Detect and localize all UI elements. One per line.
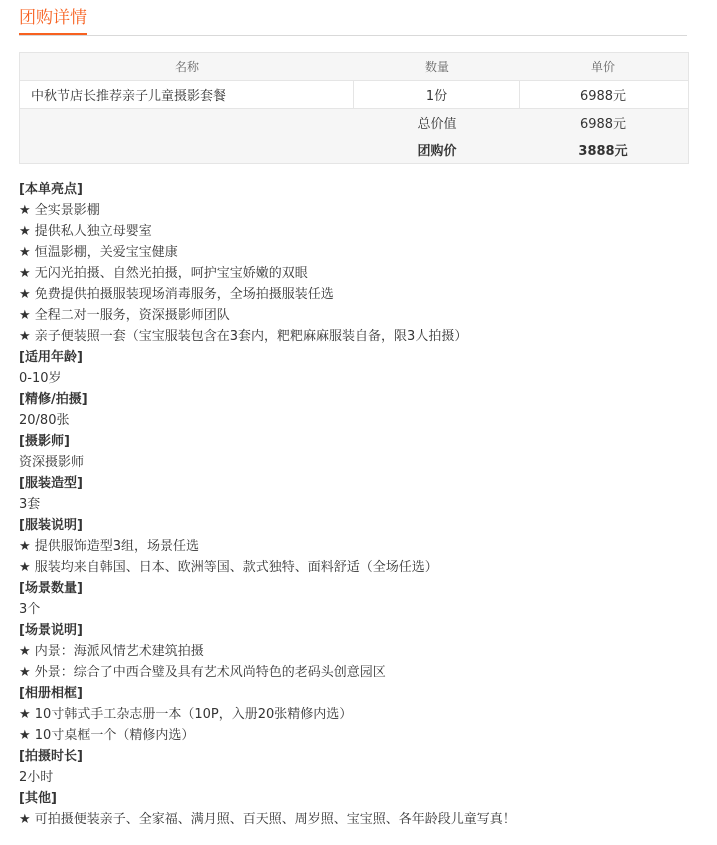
section-title: [服装造型]: [19, 476, 83, 491]
list-item: ★ 内景：海派风情艺术建筑拍摄: [19, 644, 204, 659]
group-price-value: 3888元: [578, 144, 628, 159]
list-item: ★ 免费提供拍摄服装现场消毒服务，全场拍摄服装任选: [19, 287, 334, 302]
list-item: ★ 10寸桌框一个（精修内选）: [19, 728, 195, 743]
section-title: [摄影师]: [19, 434, 70, 449]
list-item: ★ 提供私人独立母婴室: [19, 224, 152, 239]
section-title: [场景说明]: [19, 623, 83, 638]
group-price-row: [20, 136, 688, 163]
list-item: ★ 全程二对一服务，资深摄影师团队: [19, 308, 230, 323]
section-title: [精修/拍摄]: [19, 392, 88, 407]
group-spacer: [20, 136, 354, 163]
list-item: ★ 恒温影棚，关爱宝宝健康: [19, 245, 178, 260]
list-item: ★ 全实景影棚: [19, 203, 100, 218]
group-price-label: 团购价: [417, 144, 457, 159]
total-spacer: [20, 109, 354, 136]
deal-table: [19, 52, 689, 164]
table-header-row: [20, 53, 688, 80]
header-qty: 数量: [424, 60, 449, 74]
table-row: [20, 80, 688, 109]
section-title: [场景数量]: [19, 581, 83, 596]
list-item: 3套: [19, 497, 41, 512]
total-value-label: 总价值: [417, 117, 457, 132]
header-price: 单价: [590, 60, 615, 74]
list-item: 20/80张: [19, 413, 70, 428]
item-name: 中秋节店长推荐亲子儿童摄影套餐: [20, 81, 354, 108]
list-item: ★ 服装均来自韩国、日本、欧洲等国、款式独特、面料舒适（全场任选）: [19, 560, 438, 575]
list-item: ★ 外景：综合了中西合璧及具有艺术风尚特色的老码头创意园区: [19, 665, 386, 680]
section-title: [相册相框]: [19, 686, 83, 701]
item-qty: 1份: [354, 81, 520, 108]
list-item: 3个: [19, 602, 41, 617]
section-header: [19, 0, 687, 36]
header-name: 名称: [174, 60, 199, 74]
section-title: [服装说明]: [19, 518, 83, 533]
section-title: [本单亮点]: [19, 182, 83, 197]
list-item: ★ 无闪光拍摄、自然光拍摄，呵护宝宝娇嫩的双眼: [19, 266, 308, 281]
total-value-row: [20, 109, 688, 136]
list-item: ★ 可拍摄便装亲子、全家福、满月照、百天照、周岁照、宝宝照、各年龄段儿童写真！: [19, 812, 516, 827]
list-item: ★ 10寸韩式手工杂志册一本（10P，入册20张精修内选）: [19, 707, 353, 722]
page-title: 团购详情: [19, 7, 87, 35]
deal-details: [19, 179, 689, 830]
list-item: ★ 亲子便装照一套（宝宝服装包含在3套内，粑粑麻麻服装自备，限3人拍摄）: [19, 329, 468, 344]
section-title: [其他]: [19, 791, 57, 806]
list-item: ★ 提供服饰造型3组，场景任选: [19, 539, 200, 554]
list-item: 0-10岁: [19, 371, 62, 386]
total-value: 6988元: [579, 117, 627, 132]
item-price: 6988元: [579, 89, 627, 104]
section-title: [适用年龄]: [19, 350, 83, 365]
section-title: [拍摄时长]: [19, 749, 83, 764]
list-item: 2小时: [19, 770, 54, 785]
list-item: 资深摄影师: [19, 455, 85, 470]
